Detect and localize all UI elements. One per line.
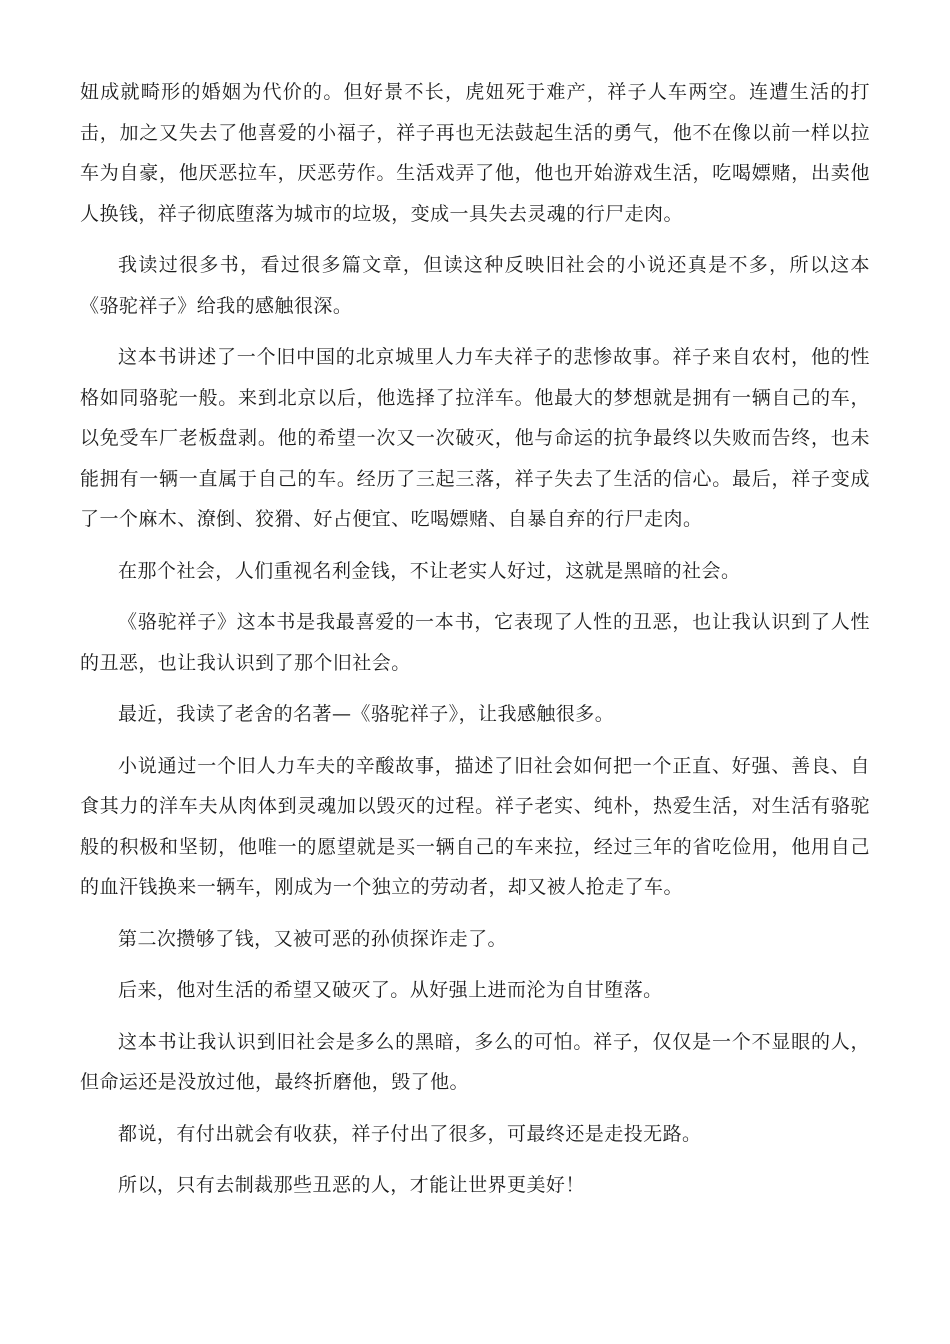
paragraph-11: 都说，有付出就会有收获，祥子付出了很多，可最终还是走投无路。 xyxy=(118,1122,702,1145)
paragraph-12: 所以，只有去制裁那些丑恶的人，才能让世界更美好！ xyxy=(118,1174,585,1196)
paragraph-7: 小说通过一个旧人力车夫的辛酸故事，描述了旧社会如何把一个正直、好强、善良、自食其力的洋车夫从肉体到灵魂加以毁灭的过程。祥子老实、纯朴，热爱生活，对生活有骆驼般的积极和坚韧，他唯一的愿望就是买一辆自己的车来拉，经过三年的省吃俭用，他用自己的血汗钱换来一辆车，刚成为一个独立的劳动者，却又被人抢走了车。 xyxy=(80,754,870,898)
paragraph-5: 《骆驼祥子》这本书是我最喜爱的一本书，它表现了人性的丑恶，也让我认识到了人性的丑恶，也让我认识到了那个旧社会。 xyxy=(80,611,870,674)
paragraph-8: 第二次攒够了钱，又被可恶的孙侦探诈走了。 xyxy=(118,927,508,950)
paragraph-2: 我读过很多书，看过很多篇文章，但读这种反映旧社会的小说还真是不多，所以这本《骆驼祥子》给我的感触很深。 xyxy=(80,254,870,317)
paragraph-9: 后来，他对生活的希望又破灭了。从好强上进而沦为自甘堕落。 xyxy=(118,979,663,1001)
paragraph-3: 这本书讲述了一个旧中国的北京城里人力车夫祥子的悲惨故事。祥子来自农村，他的性格如同骆驼一般。来到北京以后，他选择了拉洋车。他最大的梦想就是拥有一辆自己的车，以免受车厂老板盘剥。他的希望一次又一次破灭，他与命运的抗争最终以失败而告终，也未能拥有一辆一直属于自己的车。经历了三起三落，祥子失去了生活的信心。最后，祥子变成了一个麻木、潦倒、狡猾、好占便宜、吃喝嫖赌、自暴自弃的行尸走肉。 xyxy=(80,346,870,530)
paragraph-10: 这本书让我认识到旧社会是多么的黑暗，多么的可怕。祥子，仅仅是一个不显眼的人，但命运还是没放过他，最终折磨他，毁了他。 xyxy=(80,1030,870,1093)
document-body xyxy=(80,72,870,1217)
paragraph-1: 妞成就畸形的婚姻为代价的。但好景不长，虎妞死于难产，祥子人车两空。连遭生活的打击，加之又失去了他喜爱的小福子，祥子再也无法鼓起生活的勇气，他不在像以前一样以拉车为自豪，他厌恶拉车，厌恶劳作。生活戏弄了他，他也开始游戏生活，吃喝嫖赌，出卖他人换钱，祥子彻底堕落为城市的垃圾，变成一具失去灵魂的行尸走肉。 xyxy=(80,81,870,225)
paragraph-4: 在那个社会，人们重视名利金钱，不让老实人好过，这就是黑暗的社会。 xyxy=(118,559,741,582)
paragraph-6: 最近，我读了老舍的名著—《骆驼祥子》，让我感触很多。 xyxy=(118,703,615,725)
